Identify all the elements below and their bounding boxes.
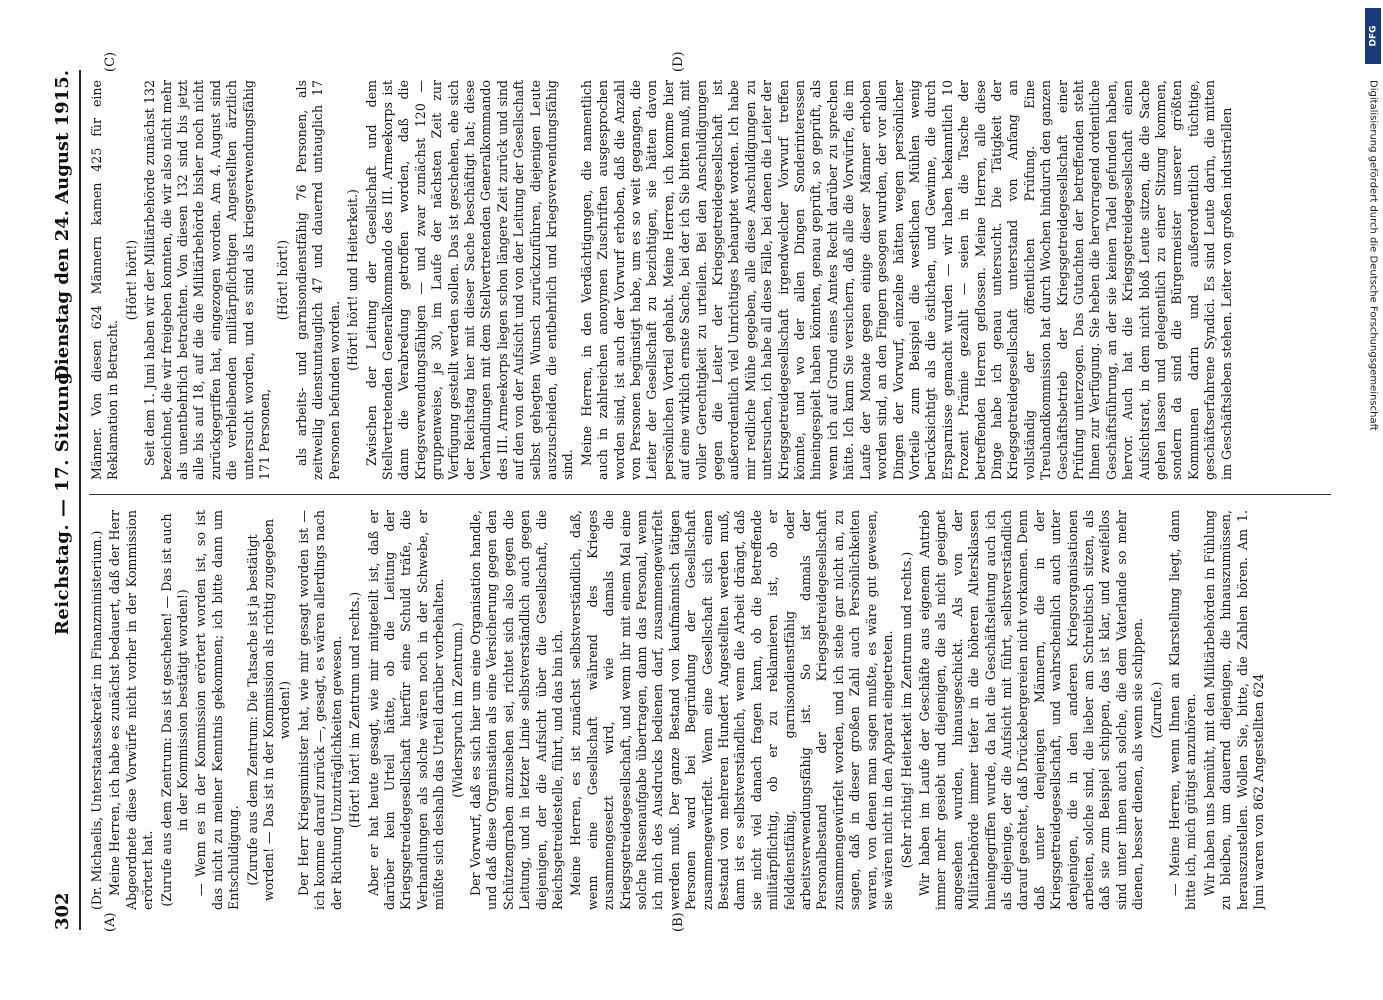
paragraph: Meine Herren, ich habe es zunächst bedauert, daß der Herr Abgeordnete diese Vorwürfe nicht vorher in der Kommission erörtert hat. <box>107 510 156 910</box>
margin-marker-c: (C) <box>103 51 118 72</box>
paragraph: als arbeits- und garnisondienstfähig 76 Personen, als zeitweilig dienstuntauglich 47 und dauernd untauglich 17 Personen befunden worden. <box>293 80 342 480</box>
paragraph: Meine Herren, es ist zunächst selbstverständlich, daß, wenn eine Gesellschaft während des Krieges zusammengesetzt wird, wie damals die Kriegsgetreidegesellschaft, und wenn ihr mit einem Mal eine solche Riesenaufgabe übertragen, dann das Personal, wenn ich mich des Ausdrucks bedienen darf, zusammengewürfelt werden muß. Der ganze Bestand von kaufmännisch tätigen Personen ward bei Begründung der Gesellschaft zusammengewürfelt. Wenn eine Gesellschaft sich einen Bestand von mehreren Hundert Angestellten werden muß, dann ist es selbstverständlich, wenn die Arbeit drängt, daß sie nicht viel danach fragen kann, ob die Betreffende militärpflichtig, ob er zu reklamieren ist, ob er felddienstfähig, garnisondienstfähig oder arbeitsverwendungsfähig ist. So ist damals der Personalbestand der Kriegsgetreidegesellschaft zusammengewürfelt worden, und ich stehe gar nicht an, zu sagen, daß in dieser großen Zahl auch Persönlichkeiten waren, von denen man sagen mußte, es wäre gut gewesen, sie wären nicht in den Apparat eingetreten. <box>568 510 896 910</box>
left-column <box>89 510 1331 910</box>
page-header <box>37 70 81 930</box>
interjection: (Widerspruch im Zentrum.) <box>449 622 465 798</box>
interjection: (Zurufe aus dem Zentrum: Das ist geschehen! — Das ist auch in der Kommission bestätigt worden!) <box>158 513 191 907</box>
interjection: (Zurufe aus dem Zentrum: Die Tatsache ist ja bestätigt worden! — Das ist in der Kommission als richtig zugegeben worden!) <box>244 519 293 901</box>
right-column <box>89 80 1331 480</box>
paragraph: Der Herr Kriegsminister hat, wie mir gesagt worden ist — ich komme darauf zurück —, gesagt, es wären allerdings nach der Richtung Unzuträglichkeiten gewesen. <box>295 510 344 910</box>
margin-marker-d: (D) <box>671 51 686 72</box>
digitization-credit: Digitalisierung gefördert durch die Deutsche Forschungsgemeinschaft <box>1367 80 1379 431</box>
paragraph: Männer. Von diesen 624 Männern kamen 425 für eine Reklamation in Betracht. <box>89 80 121 480</box>
paragraph: — Wenn es in der Kommission erörtert worden ist, so ist das nicht zu meiner Kenntnis gekommen; ich bitte dann um Entschuldigung. <box>193 510 242 910</box>
paragraph: Zwischen der Leitung der Gesellschaft und dem Stellvertretenden Generalkommando des III. Armeekorps ist dann die Verabredung getroffen worden, daß die Kriegsverwendungsfähigen — und zwar zunächst 120 — gruppenweise, je 30, im Laufe der nächsten Zeit zur Verfügung gestellt werden sollen. Das ist geschehen, ehe sich der Reichstag hier mit dieser Sache beschäftigt hat; diese Verhandlungen mit dem Stellvertretenden Generalkommando des III. Armeekorps liegen schon längere Zeit zurück und sind auf den von der Aufsicht und von der Leitung der Gesellschaft selbst gehegten Wunsch zurückzuführen, diejenigen Leute auszuscheiden, die entbehrlich und kriegsverwendungsfähig sind. <box>363 80 576 480</box>
page-date: Dienstag den 24. August 1915. <box>52 70 73 381</box>
speaker-line: (Dr. Michaelis, Unterstaatssekretär im Finanzministerium.) <box>89 530 104 910</box>
margin-marker-b: (B) <box>671 912 686 932</box>
dfg-logo: DFG <box>1365 8 1381 64</box>
margin-marker-a: (A) <box>103 912 118 932</box>
interjection: (Hört! hört! und Heiterkeit.) <box>345 189 361 371</box>
page-number: 302 <box>52 892 73 930</box>
paragraph: Seit dem 1. Juni haben wir der Militärbehörde zunächst 132 bezeichnet, die wir freigeben konnten, die wir also nicht mehr als unentbehrlich betrachten. Von diesen 132 sind bis jetzt alle bis auf 18, auf die die Militärbehörde bisher noch nicht zurückgegriffen hat, eingezogen worden. Am 4. August sind die verbleibenden militärpflichtigen Angestellten ärztlich untersucht worden, und es sind als kriegsverwendungsfähig 171 Personen, <box>142 80 273 480</box>
interjection: (Hört! hört!) <box>275 239 291 321</box>
rotated-page <box>31 50 1351 950</box>
paragraph: Der Vorwurf, daß es sich hier um eine Organisation handle, und daß diese Organisation als eine Versicherung gegen den Schützengraben anzusehen sei, richtet sich also gegen die Leitung, und in letzter Linie selbstverständlich auch gegen diejenigen, der die Aufsicht über die Gesellschaft, die Reichsgetreidestelle, führt, und das bin ich. <box>467 510 565 910</box>
column-divider <box>89 494 1331 495</box>
interjection: (Hört! hört! im Zentrum und rechts.) <box>347 591 363 829</box>
page-title: Reichstag. — 17. Sitzung. <box>52 364 73 636</box>
paragraph: — Meine Herren, wenn Ihnen an Klarstellung liegt, dann bitte ich, mich gütigst anzuhören. <box>1167 510 1199 910</box>
paragraph: Meine Herren, in den Verdächtigungen, die namentlich auch in zahlreichen anonymen Zuschriften ausgesprochen worden sind, ist auch der Vorwurf erhoben, daß die Anzahl von Personen begünstigt habe, um es so weit gegangen, die Leiter der Gesellschaft zu bezichtigen, sie hätten davon persönlichen Vorteil gehabt. Meine Herren, ich komme hier auf eine wirklich ernste Sache, bei der ich Sie bitten muß, mit voller Gerechtigkeit zu urteilen. Bei den Anschuldigungen gegen die Leiter der Kriegsgetreidegesellschaft ist außerordentlich viel Unrichtiges behauptet worden. Ich habe mir redliche Mühe gegeben, alle diese Anschuldigungen zu untersuchen, ich habe all diese Fälle, bei denen die Leiter der Kriegsgetreidegesellschaft irgendwelcher Vorwurf treffen könnte, und wo der allen Dingen Sonderinteressen hineingespielt haben könnten, genau geprüft, so geprüft, als wenn ich auf Grund eines Amtes Recht darüber zu sprechen hätte. Ich kann Sie versichern, daß alle die Vorwürfe, die im Laufe der Monate gegen einige dieser Männer erhoben worden sind, an den Fingern gesogen wurden, der vor allen Dingen der Vorwurf, einzelne hätten wegen persönlicher Vorteile zum Beispiel die westlichen Mühlen wenig berücksichtigt als die östlichen, und Gewinne, die durch Ersparnisse gemacht wurden — wir haben bekanntlich 10 Prozent Prämie gezahlt — seien in die Tasche der betreffenden Herren geflossen. Meine Herren, alle diese Dinge habe ich genau untersucht. Die Tätigkeit der Kriegsgetreidegesellschaft unterstand von Anfang an vollständig der öffentlichen Prüfung. Eine Treuhandkommission hat durch Wochen hindurch den ganzen Geschäftsbetrieb der Kriegsgetreidegesellschaft einer Prüfung unterzogen. Das Gutachten der betreffenden steht Ihnen zur Verfügung. Sie heben die hervorragend ordentliche Geschäftsführung, an der sie keinen Tadel gefunden haben, hervor. Auch hat die Kriegsgetreidegesellschaft einen Aufsichtsrat, in dem nicht bloß Leute sitzen, die die Sache gehen lassen und gelegentlich zu einer Sitzung kommen, sondern da sind die Bürgermeister unserer größten Kommunen darin und außerordentlich tüchtige, geschäftserfahrene Syndici. Es sind Leute darin, die mitten im Geschäftsleben stehen. Leiter von großen industriellen <box>578 80 1234 480</box>
interjection: (Zurufe.) <box>1148 681 1164 739</box>
paragraph: Wir haben im Laufe der Geschäfte aus eigenem Antrieb immer mehr gesiebt und diejenigen, die als nicht geeignet angesehen wurden, hinausgeschickt. Als von der Militärbehörde immer tiefer in die höheren Altersklassen hineingegriffen wurde, da hat die Geschäftsleitung auch ich als diejenige, der die Aufsicht mit führt, selbstverständlich darauf geachtet, daß Drückebergereien nicht vorkamen. Denn daß unter denjenigen Männern, die in der Kriegsgetreidegesellschaft, und wahrscheinlich auch unter denjenigen, die in den anderen Kriegsorganisationen arbeiten, solche sind, die lieber am Schreibtisch sitzen, als daß sie zum Beispiel schippen, das ist klar, und zweifellos sind unter ihnen auch solche, die dem Vaterlande so mehr dienen, besser dienen, als wenn sie schippen. <box>916 510 1146 910</box>
digitization-sidebar <box>1363 0 1383 1000</box>
paragraph: Aber er hat heute gesagt, wie mir mitgeteilt ist, daß er darüber kein Urteil hätte, ob die Leitung der Kriegsgetreidegesellschaft hierfür eine Schuld träfe, die Verhandlungen als solche wären noch in der Schwebe, er müßte sich deshalb das Urteil darüber vorbehalten. <box>365 510 447 910</box>
interjection: (Sehr richtig! Heiterkeit im Zentrum und rechts.) <box>898 551 914 869</box>
interjection: (Hört! hört!) <box>123 239 139 321</box>
paragraph: Wir haben uns bemüht, mit den Militärbehörden in Fühlung zu bleiben, um dauernd diejenigen, die hinauszumüssen, herauszustellen. Wollen Sie, bitte, die Zahlen hören. Am 1. Juni waren von 862 Angestellten 624 <box>1201 510 1267 910</box>
